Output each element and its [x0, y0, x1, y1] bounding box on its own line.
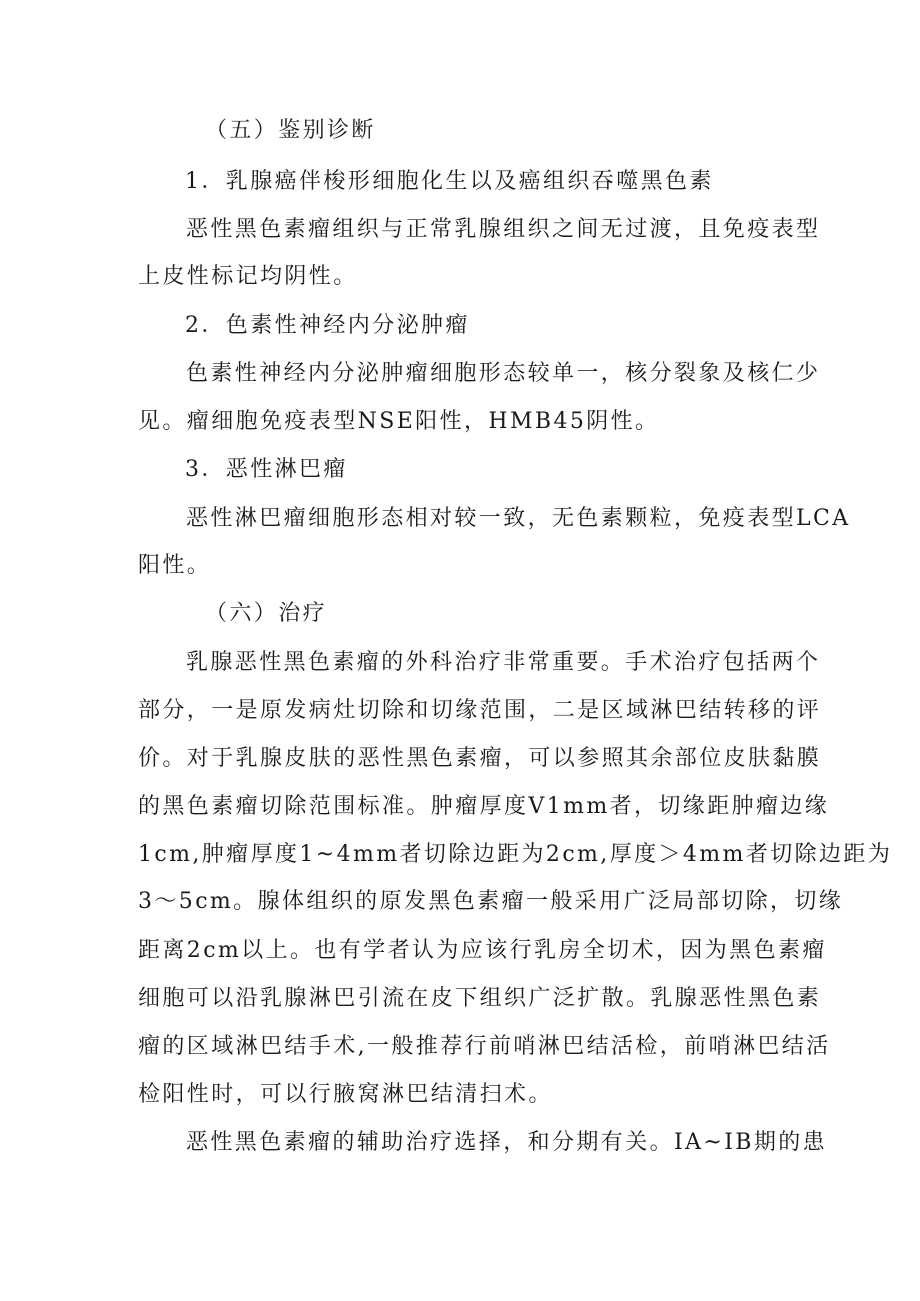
paragraph-1-line-5: 1cm,肿瘤厚度1~4mm者切除边距为2cm,厚度＞4mm者切除边距为 — [138, 842, 893, 867]
item-title-1: 1．乳腺癌伴梭形细胞化生以及癌组织吞噬黑色素 — [185, 169, 714, 194]
item-2-line-1: 色素性神经内分泌肿瘤细胞形态较单一，核分裂象及核仁少 — [186, 361, 821, 386]
paragraph-1-line-3: 价。对于乳腺皮肤的恶性黑色素瘤，可以参照其余部位皮肤黏膜 — [138, 746, 822, 771]
item-1-line-1: 恶性黑色素瘤组织与正常乳腺组织之间无过渡，且免疫表型 — [186, 217, 821, 242]
paragraph-2-line-1: 恶性黑色素瘤的辅助治疗选择，和分期有关。IA~IB期的患 — [186, 1130, 828, 1155]
section-heading-treatment: （六）治疗 — [205, 601, 328, 626]
paragraph-1-line-7: 距离2cm以上。也有学者认为应该行乳房全切术，因为黑色素瘤 — [138, 938, 827, 963]
item-title-3: 3．恶性淋巴瘤 — [185, 457, 348, 482]
section-heading-differential-diagnosis: （五）鉴别诊断 — [205, 118, 376, 143]
paragraph-1-line-1: 乳腺恶性黑色素瘤的外科治疗非常重要。手术治疗包括两个 — [186, 650, 821, 675]
item-title-2: 2．色素性神经内分泌肿瘤 — [185, 313, 470, 338]
item-3-line-1: 恶性淋巴瘤细胞形态相对较一致，无色素颗粒，免疫表型LCA — [186, 506, 851, 531]
paragraph-1-line-9: 瘤的区域淋巴结手术,一般推荐行前哨淋巴结活检，前哨淋巴结活 — [138, 1034, 831, 1059]
paragraph-1-line-10: 检阳性时，可以行腋窝淋巴结清扫术。 — [138, 1082, 553, 1107]
paragraph-1-line-8: 细胞可以沿乳腺淋巴引流在皮下组织广泛扩散。乳腺恶性黑色素 — [138, 986, 822, 1011]
item-1-line-2: 上皮性标记均阴性。 — [138, 264, 358, 289]
item-2-line-2: 见。瘤细胞免疫表型NSE阳性，HMB45阴性。 — [138, 409, 660, 434]
paragraph-1-line-4: 的黑色素瘤切除范围标准。肿瘤厚度V1mm者，切缘距肿瘤边缘 — [138, 794, 830, 819]
paragraph-1-line-2: 部分，一是原发病灶切除和切缘范围，二是区域淋巴结转移的评 — [138, 698, 822, 723]
paragraph-1-line-6: 3～5cm。腺体组织的原发黑色素瘤一般采用广泛局部切除，切缘 — [138, 889, 844, 914]
item-3-line-2: 阳性。 — [138, 553, 212, 578]
